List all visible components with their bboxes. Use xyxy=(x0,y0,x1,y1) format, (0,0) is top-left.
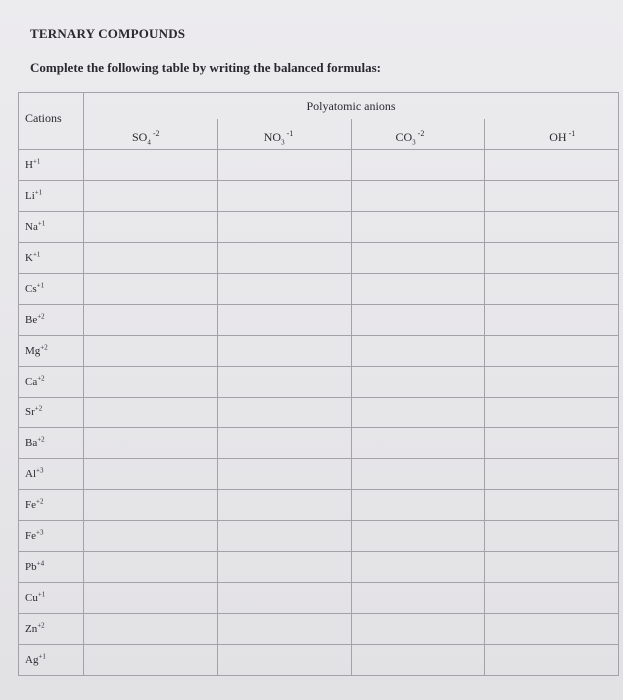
answer-cell[interactable] xyxy=(217,614,351,645)
cation-symbol: Ba xyxy=(25,437,38,450)
cation-charge: +1 xyxy=(32,250,41,259)
cation-rows xyxy=(19,150,619,676)
answer-cell[interactable] xyxy=(351,242,485,273)
table-row xyxy=(19,335,619,366)
cation-label xyxy=(19,211,84,242)
answer-cell[interactable] xyxy=(84,521,218,552)
table-row xyxy=(19,583,619,614)
answer-cell[interactable] xyxy=(217,335,351,366)
answer-cell[interactable] xyxy=(485,428,619,459)
cation-symbol: H xyxy=(25,158,33,171)
table-row xyxy=(19,150,619,181)
table-row xyxy=(19,614,619,645)
anion-charge: -2 xyxy=(417,129,425,138)
cation-symbol: Zn xyxy=(25,623,38,636)
cation-charge: +1 xyxy=(38,652,46,661)
answer-cell[interactable] xyxy=(217,242,351,273)
answer-cell[interactable] xyxy=(351,335,485,366)
answer-cell[interactable] xyxy=(485,552,619,583)
cation-label xyxy=(19,366,84,397)
answer-cell[interactable] xyxy=(217,583,351,614)
answer-cell[interactable] xyxy=(351,583,485,614)
answer-cell[interactable] xyxy=(217,366,351,397)
cation-label xyxy=(19,583,84,614)
answer-cell[interactable] xyxy=(217,304,351,335)
answer-cell[interactable] xyxy=(217,211,351,242)
answer-cell[interactable] xyxy=(485,180,619,211)
cation-charge: +2 xyxy=(37,621,45,630)
cation-symbol: Na xyxy=(25,220,38,233)
answer-cell[interactable] xyxy=(84,614,218,645)
cation-charge: +4 xyxy=(36,559,45,568)
polyatomic-anions-header: Polyatomic anions xyxy=(84,93,619,120)
page-title: TERNARY COMPOUNDS xyxy=(30,26,186,41)
anion-subscript: 3 xyxy=(412,138,416,147)
answer-cell[interactable] xyxy=(485,614,619,645)
answer-cell[interactable] xyxy=(351,397,485,428)
cation-label xyxy=(19,242,84,273)
answer-cell[interactable] xyxy=(351,490,485,521)
anion-header-no xyxy=(217,119,351,150)
table-row xyxy=(19,273,619,304)
table-row xyxy=(19,645,619,676)
cation-charge: +2 xyxy=(36,497,44,506)
cation-symbol: Fe xyxy=(25,499,36,512)
cation-label xyxy=(19,273,84,304)
answer-cell[interactable] xyxy=(84,428,218,459)
cation-charge: +3 xyxy=(36,466,44,475)
answer-cell[interactable] xyxy=(485,366,619,397)
answer-cell[interactable] xyxy=(485,583,619,614)
answer-cell[interactable] xyxy=(351,459,485,490)
answer-cell[interactable] xyxy=(84,242,218,273)
answer-cell[interactable] xyxy=(217,150,351,181)
answer-cell[interactable] xyxy=(84,366,218,397)
table-row xyxy=(19,366,619,397)
cation-label xyxy=(19,304,84,335)
answer-cell[interactable] xyxy=(84,180,218,211)
answer-cell[interactable] xyxy=(485,645,619,676)
answer-cell[interactable] xyxy=(485,397,619,428)
answer-cell[interactable] xyxy=(217,490,351,521)
answer-cell[interactable] xyxy=(84,211,218,242)
answer-cell[interactable] xyxy=(351,521,485,552)
answer-cell[interactable] xyxy=(217,552,351,583)
table-row xyxy=(19,397,619,428)
answer-cell[interactable] xyxy=(84,304,218,335)
anion-subscript: 4 xyxy=(147,138,151,147)
anion-charge: -1 xyxy=(286,129,294,138)
cation-label xyxy=(19,490,84,521)
answer-cell[interactable] xyxy=(351,273,485,304)
answer-cell[interactable] xyxy=(84,645,218,676)
cation-charge: +1 xyxy=(32,157,41,166)
cation-label xyxy=(19,180,84,211)
answer-cell[interactable] xyxy=(485,335,619,366)
cation-charge: +2 xyxy=(37,435,45,444)
answer-cell[interactable] xyxy=(351,428,485,459)
table-row xyxy=(19,490,619,521)
answer-cell[interactable] xyxy=(217,645,351,676)
table-row xyxy=(19,211,619,242)
answer-cell[interactable] xyxy=(485,273,619,304)
answer-cell[interactable] xyxy=(84,397,218,428)
answer-cell[interactable] xyxy=(217,273,351,304)
table-row xyxy=(19,242,619,273)
cation-symbol: Cs xyxy=(25,282,37,295)
cation-symbol: Pb xyxy=(25,561,37,574)
cation-label xyxy=(19,428,84,459)
table-row xyxy=(19,552,619,583)
answer-cell[interactable] xyxy=(351,366,485,397)
answer-cell[interactable] xyxy=(485,459,619,490)
answer-cell[interactable] xyxy=(351,150,485,181)
cation-label xyxy=(19,335,84,366)
table-row xyxy=(19,428,619,459)
answer-cell[interactable] xyxy=(485,521,619,552)
table-row xyxy=(19,459,619,490)
answer-cell[interactable] xyxy=(217,521,351,552)
answer-cell[interactable] xyxy=(351,304,485,335)
anion-formula: CO xyxy=(395,130,413,144)
anion-charge: -1 xyxy=(568,129,576,138)
cation-charge: +3 xyxy=(36,528,44,537)
answer-cell[interactable] xyxy=(485,211,619,242)
answer-cell[interactable] xyxy=(84,583,218,614)
answer-cell[interactable] xyxy=(485,242,619,273)
anion-subscript: 3 xyxy=(281,138,285,147)
cation-label xyxy=(19,645,84,676)
cation-symbol: K xyxy=(25,251,33,264)
cation-charge: +2 xyxy=(40,342,48,351)
cation-symbol: Li xyxy=(25,189,35,202)
answer-cell[interactable] xyxy=(351,180,485,211)
cation-label xyxy=(19,521,84,552)
anion-formula: NO xyxy=(263,130,282,144)
cation-label xyxy=(19,397,84,428)
anion-formula: SO xyxy=(132,130,148,144)
anion-header-co xyxy=(351,119,485,150)
answer-cell[interactable] xyxy=(84,335,218,366)
table-row xyxy=(19,521,619,552)
cation-charge: +2 xyxy=(37,373,45,382)
answer-cell[interactable] xyxy=(485,150,619,181)
answer-cell[interactable] xyxy=(351,552,485,583)
cation-charge: +1 xyxy=(37,219,46,228)
cations-header: Cations xyxy=(19,93,84,150)
cation-symbol: Al xyxy=(25,468,36,481)
answer-cell[interactable] xyxy=(351,645,485,676)
cation-symbol: Ca xyxy=(25,375,38,388)
answer-cell[interactable] xyxy=(217,428,351,459)
cation-charge: +1 xyxy=(36,281,45,290)
anion-header-so xyxy=(84,119,218,150)
answer-cell[interactable] xyxy=(84,459,218,490)
cation-charge: +1 xyxy=(37,590,46,599)
answer-cell[interactable] xyxy=(485,490,619,521)
cation-symbol: Cu xyxy=(25,592,38,605)
instructions-text: Complete the following table by writing the balanced formulas: xyxy=(30,60,381,75)
cation-charge: +1 xyxy=(34,188,43,197)
anion-header-row xyxy=(19,119,619,150)
answer-cell[interactable] xyxy=(351,614,485,645)
cation-charge: +2 xyxy=(37,312,45,320)
cation-symbol: Ag xyxy=(25,654,39,666)
anion-header-oh xyxy=(485,119,619,150)
formulas-table xyxy=(18,92,619,676)
answer-cell[interactable] xyxy=(84,490,218,521)
cation-symbol: Mg xyxy=(25,344,41,357)
cation-label xyxy=(19,150,84,181)
answer-cell[interactable] xyxy=(217,397,351,428)
answer-cell[interactable] xyxy=(84,150,218,181)
cation-symbol: Fe xyxy=(25,530,36,543)
table-row xyxy=(19,180,619,211)
anion-charge: -2 xyxy=(152,129,160,138)
cation-label xyxy=(19,552,84,583)
cation-symbol: Sr xyxy=(25,406,35,419)
anion-formula: OH xyxy=(549,130,567,144)
cation-symbol: Be xyxy=(25,313,38,326)
answer-cell[interactable] xyxy=(485,304,619,335)
answer-cell[interactable] xyxy=(217,459,351,490)
answer-cell[interactable] xyxy=(351,211,485,242)
cation-label xyxy=(19,459,84,490)
cation-label xyxy=(19,614,84,645)
answer-cell[interactable] xyxy=(84,273,218,304)
table-row xyxy=(19,304,619,335)
answer-cell[interactable] xyxy=(217,180,351,211)
cation-charge: +2 xyxy=(34,404,43,413)
answer-cell[interactable] xyxy=(84,552,218,583)
